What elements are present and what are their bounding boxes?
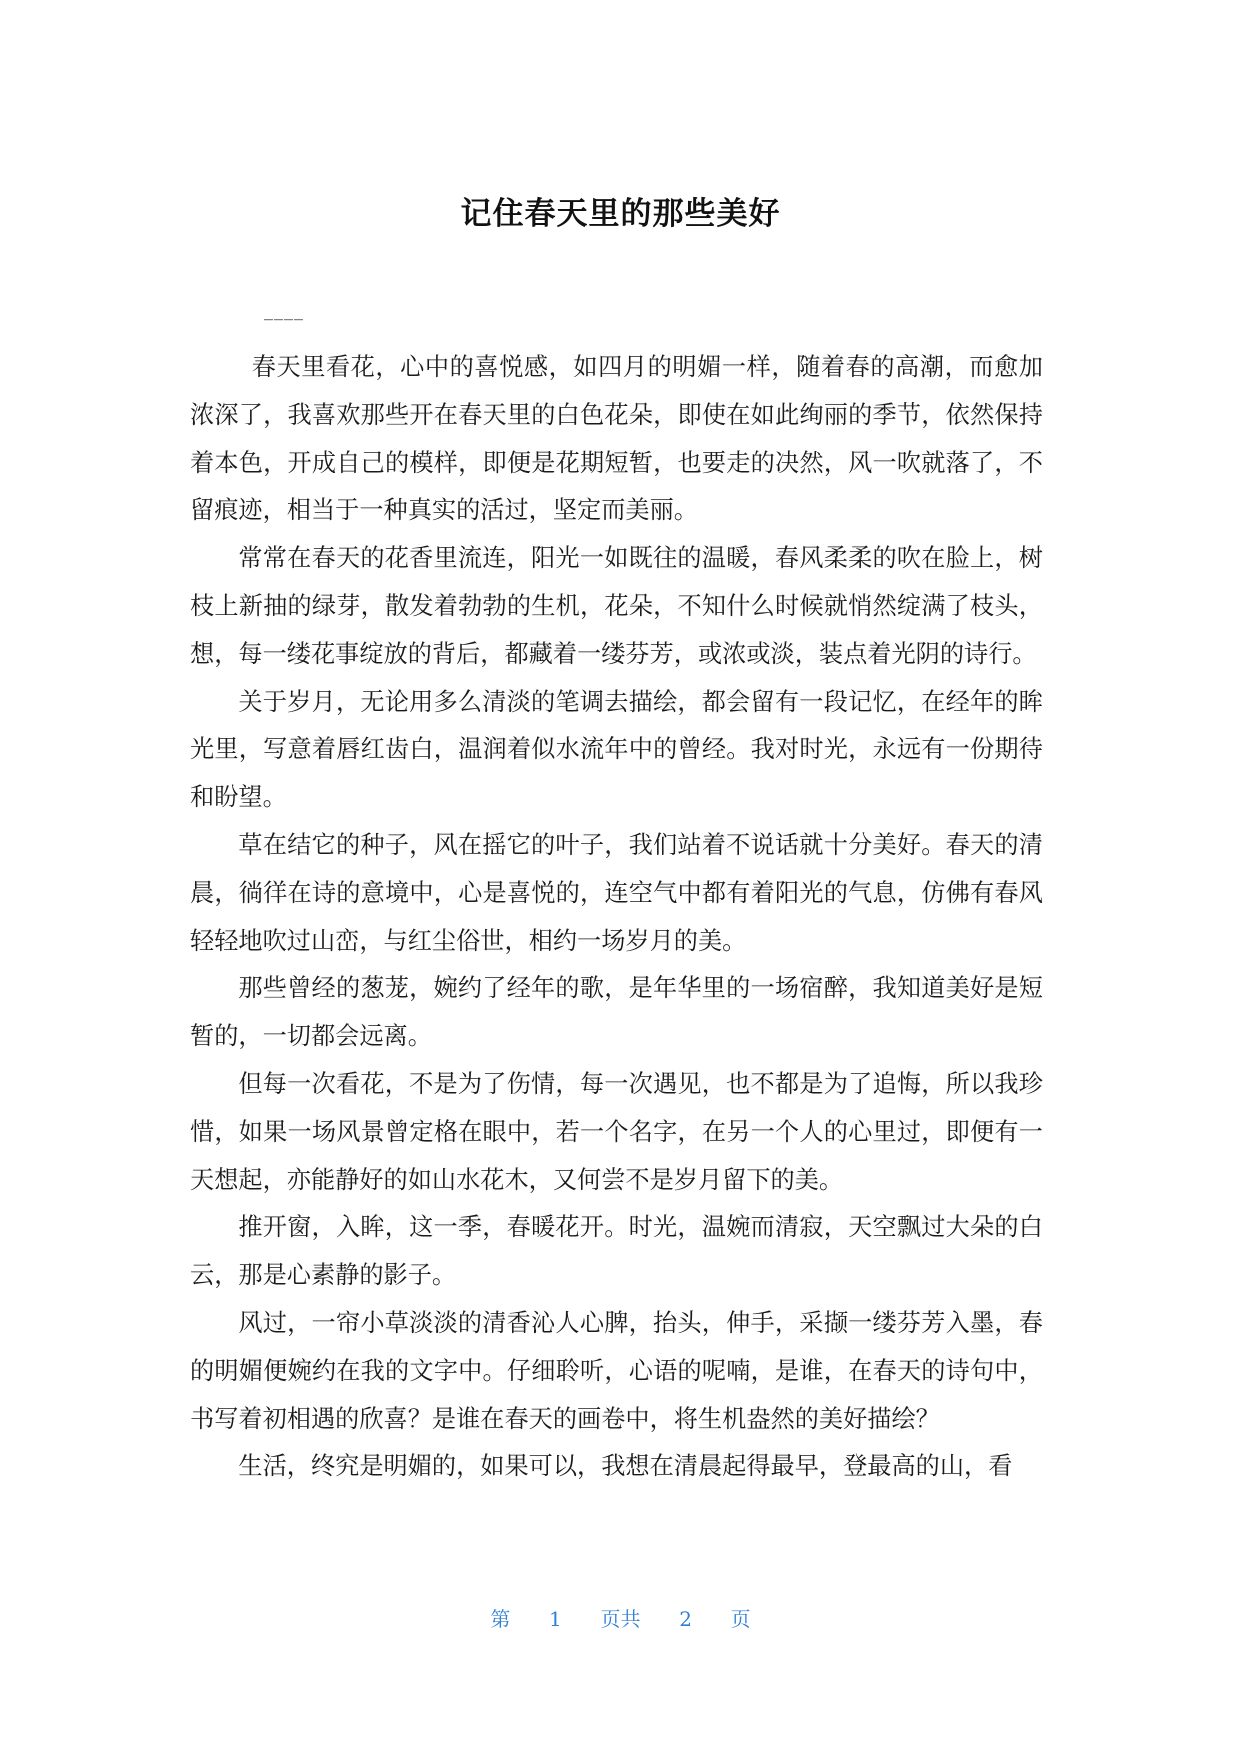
page-label-suffix: 页: [730, 1607, 751, 1631]
paragraph: 春天里看花，心中的喜悦感，如四月的明媚一样，随着春的高潮，而愈加浓深了，我喜欢那些开在春天里的白色花朵，即使在如此绚丽的季节，依然保持着本色，开成自己的模样，即便是花期短暂，也要走的决然，风一吹就落了，不留痕迹，相当于一种真实的活过，坚定而美丽。: [190, 353, 1043, 525]
paragraph: 常常在春天的花香里流连，阳光一如既往的温暖，春风柔柔的吹在脸上，树枝上新抽的绿芽，散发着勃勃的生机，花朵，不知什么时候就悄然绽满了枝头，想，每一缕花事绽放的背后，都藏着一缕芬芳，或浓或淡，装点着光阴的诗行。: [190, 544, 1043, 668]
document-body: [190, 344, 1043, 1491]
current-page-number: 1: [549, 1607, 562, 1631]
total-pages-number: 2: [679, 1607, 692, 1631]
paragraph: 那些曾经的葱茏，婉约了经年的歌，是年华里的一场宿醉，我知道美好是短暂的，一切都会远离。: [190, 974, 1043, 1051]
paragraph: 关于岁月，无论用多么清淡的笔调去描绘，都会留有一段记忆，在经年的眸光里，写意着唇红齿白，温润着似水流年中的曾经。我对时光，永远有一份期待和盼望。: [190, 687, 1043, 812]
document-title: 记住春天里的那些美好: [460, 196, 781, 232]
section-divider: ____: [264, 300, 304, 321]
page-number-footer: [0, 1603, 1241, 1632]
paragraph: 但每一次看花，不是为了伤情，每一次遇见，也不都是为了追悔，所以我珍惜，如果一场风景曾定格在眼中，若一个名字，在另一个人的心里过，即便有一天想起，亦能静好的如山水花木，又何尝不是岁月留下的美。: [190, 1069, 1043, 1194]
page-label-mid: 页共: [600, 1607, 641, 1631]
paragraph: 草在结它的种子，风在摇它的叶子，我们站着不说话就十分美好。春天的清晨，徜徉在诗的意境中，心是喜悦的，连空气中都有着阳光的气息，仿佛有春风轻轻地吹过山峦，与红尘俗世，相约一场岁月的美。: [190, 830, 1043, 955]
paragraph: 风过，一帘小草淡淡的清香沁人心脾，抬头，伸手，采撷一缕芬芳入墨，春的明媚便婉约在我的文字中。仔细聆听，心语的呢喃，是谁，在春天的诗句中，书写着初相遇的欣喜？是谁在春天的画卷中，将生机盎然的美好描绘？: [190, 1308, 1043, 1433]
paragraph: 推开窗，入眸，这一季，春暖花开。时光，温婉而清寂，天空飘过大朵的白云，那是心素静的影子。: [190, 1213, 1043, 1290]
page-label-prefix: 第: [490, 1607, 511, 1631]
paragraph: 生活，终究是明媚的，如果可以，我想在清晨起得最早，登最高的山，看: [238, 1452, 1013, 1481]
